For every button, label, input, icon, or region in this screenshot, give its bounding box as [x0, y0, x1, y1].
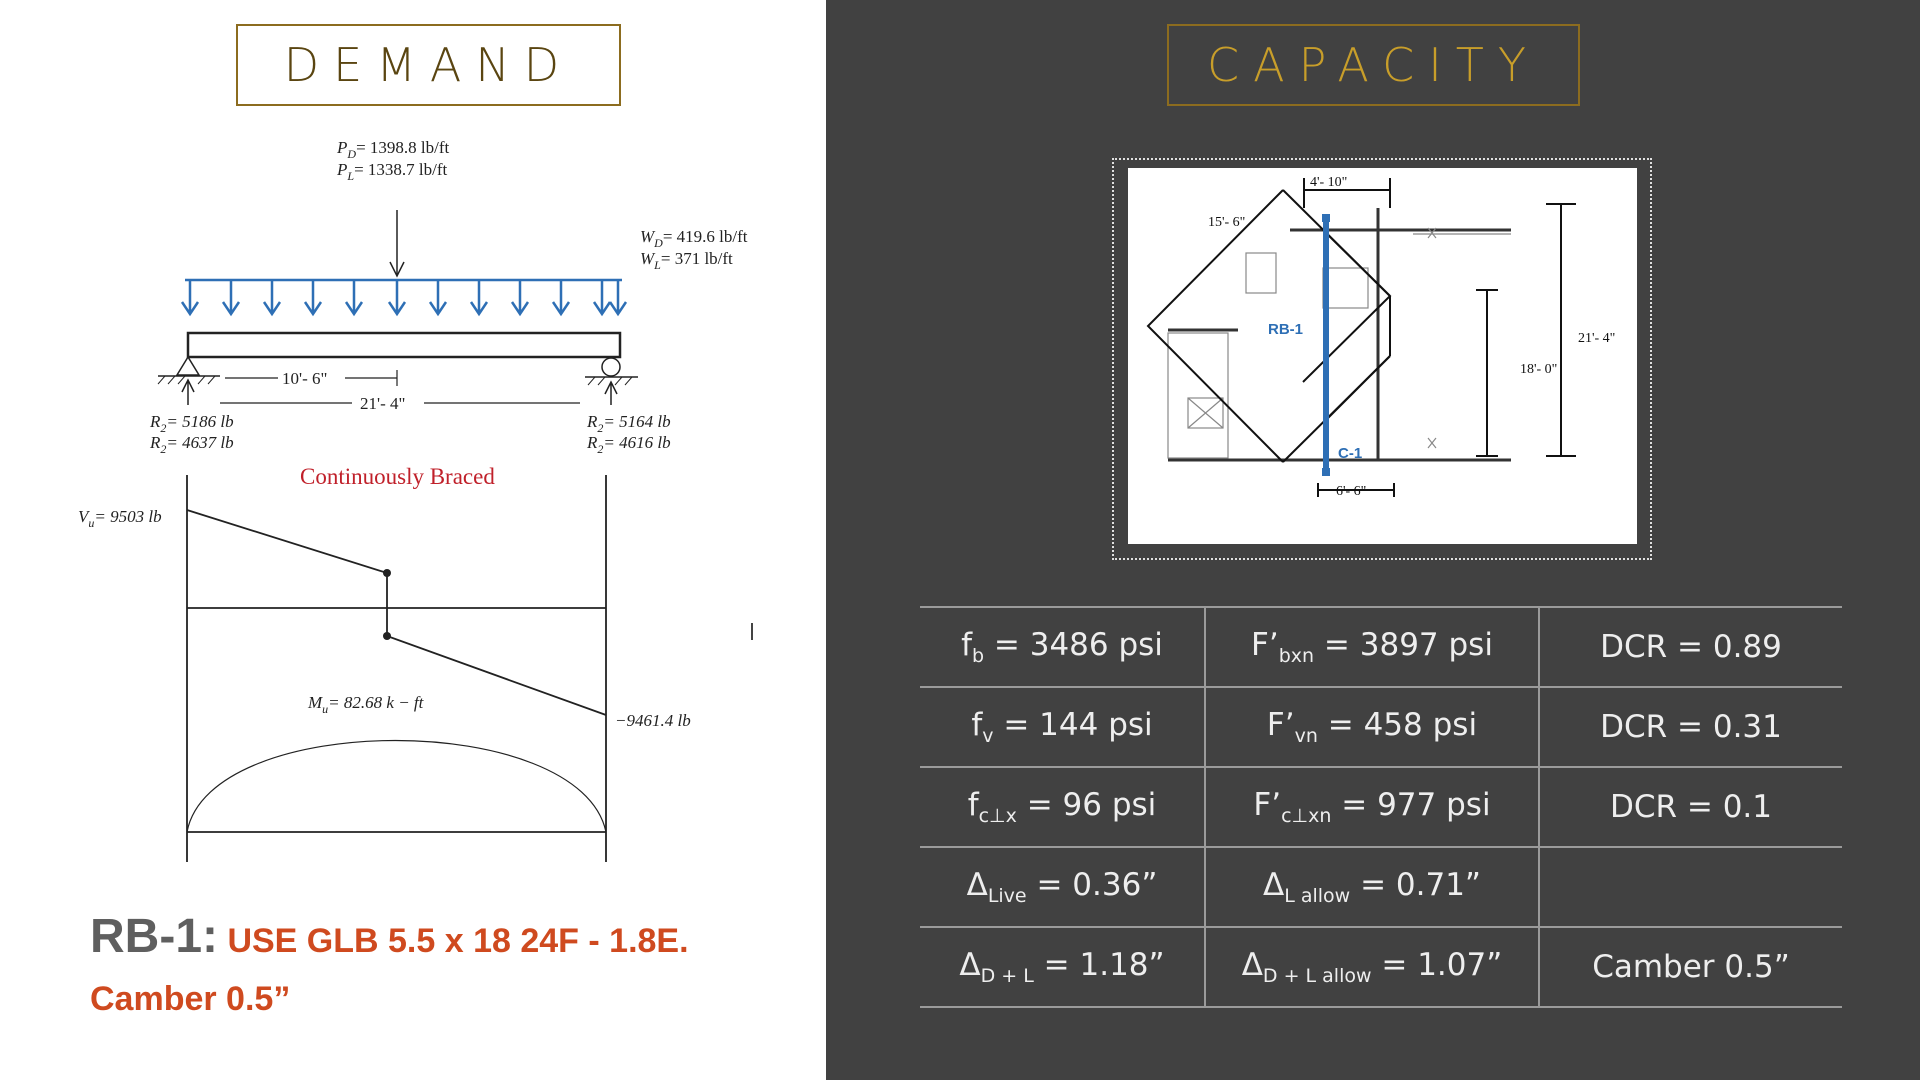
result-use: USE GLB 5.5 x 18 24F - 1.8E. — [227, 922, 689, 960]
table-cell: $f_v = 144$ psi — [920, 687, 1205, 767]
design-result — [90, 908, 689, 1028]
table-cell: $f_b = 3486$ psi — [920, 607, 1205, 687]
table-row — [920, 847, 1842, 927]
plan-label-rb1: RB-1 — [1268, 321, 1304, 338]
vu-label: $V_u= 9503$ lb — [78, 507, 162, 530]
left-reaction-2: $R_2= 4637$ lb — [150, 433, 234, 456]
beam-diagram — [60, 130, 800, 870]
beam — [188, 333, 620, 357]
right-reaction-2: $R_2= 4616$ lb — [587, 433, 671, 456]
pin-support — [177, 357, 199, 375]
table-cell: DCR = 0.89 — [1539, 607, 1842, 687]
table-cell: DCR = 0.31 — [1539, 687, 1842, 767]
capacity-table — [920, 606, 1842, 1008]
table-cell: $F’_{vn} = 458$ psi — [1205, 687, 1539, 767]
cursor-mark — [751, 623, 753, 640]
capacity-title: CAPACITY — [1167, 24, 1580, 106]
table-cell: $\Delta_{D + L allow} = 1.07$” — [1205, 927, 1539, 1007]
shear-diagram — [187, 475, 606, 862]
plan-dim-top: 4'- 10" — [1310, 175, 1348, 190]
result-member: RB-1: — [90, 910, 218, 963]
plan-dim-18: 18'- 0" — [1520, 362, 1558, 377]
braced-note: Continuously Braced — [300, 464, 495, 489]
pl-label: $P_L= 1338.7$ lb/ft — [337, 160, 448, 183]
distributed-load — [182, 280, 626, 314]
dim-span: 21'- 4" — [360, 394, 406, 413]
wl-label: $W_L= 371$ lb/ft — [640, 249, 733, 272]
table-cell: DCR = 0.1 — [1539, 767, 1842, 847]
floor-plan — [1128, 168, 1637, 544]
plan-dim-21: 21'- 4" — [1578, 331, 1616, 346]
demand-title: DEMAND — [236, 24, 621, 106]
table-row — [920, 687, 1842, 767]
table-cell: Camber 0.5” — [1539, 927, 1842, 1007]
table-cell: $f_{c\perp x} = 96$ psi — [920, 767, 1205, 847]
plan-label-c1: C-1 — [1338, 445, 1363, 462]
mu-label: $M_u= 82.68$ k − ft — [308, 693, 424, 716]
table-row — [920, 927, 1842, 1007]
table-cell: $\Delta_{L allow} = 0.71$” — [1205, 847, 1539, 927]
table-cell: $F’_{bxn} = 3897$ psi — [1205, 607, 1539, 687]
roller-support — [602, 358, 620, 376]
table-row — [920, 767, 1842, 847]
table-cell: $\Delta_{D + L} = 1.18$” — [920, 927, 1205, 1007]
v-negative-label: −9461.4 lb — [615, 711, 691, 730]
table-cell: $F’_{c\perp xn} = 977$ psi — [1205, 767, 1539, 847]
moment-curve — [187, 741, 606, 833]
dim-half-span: 10'- 6" — [282, 369, 328, 388]
plan-dim-bottom: 6'- 6" — [1336, 484, 1367, 499]
wd-label: $W_D= 419.6$ lb/ft — [640, 227, 748, 250]
left-reaction-1: $R_2= 5186$ lb — [150, 412, 234, 435]
pd-label: $P_D= 1398.8$ lb/ft — [337, 138, 450, 161]
table-cell — [1539, 847, 1842, 927]
plan-dim-diagonal: 15'- 6" — [1208, 215, 1246, 230]
result-camber: Camber 0.5” — [90, 980, 291, 1018]
right-reaction-1: $R_2= 5164$ lb — [587, 412, 671, 435]
table-row — [920, 607, 1842, 687]
table-cell: $\Delta_{Live} = 0.36$” — [920, 847, 1205, 927]
